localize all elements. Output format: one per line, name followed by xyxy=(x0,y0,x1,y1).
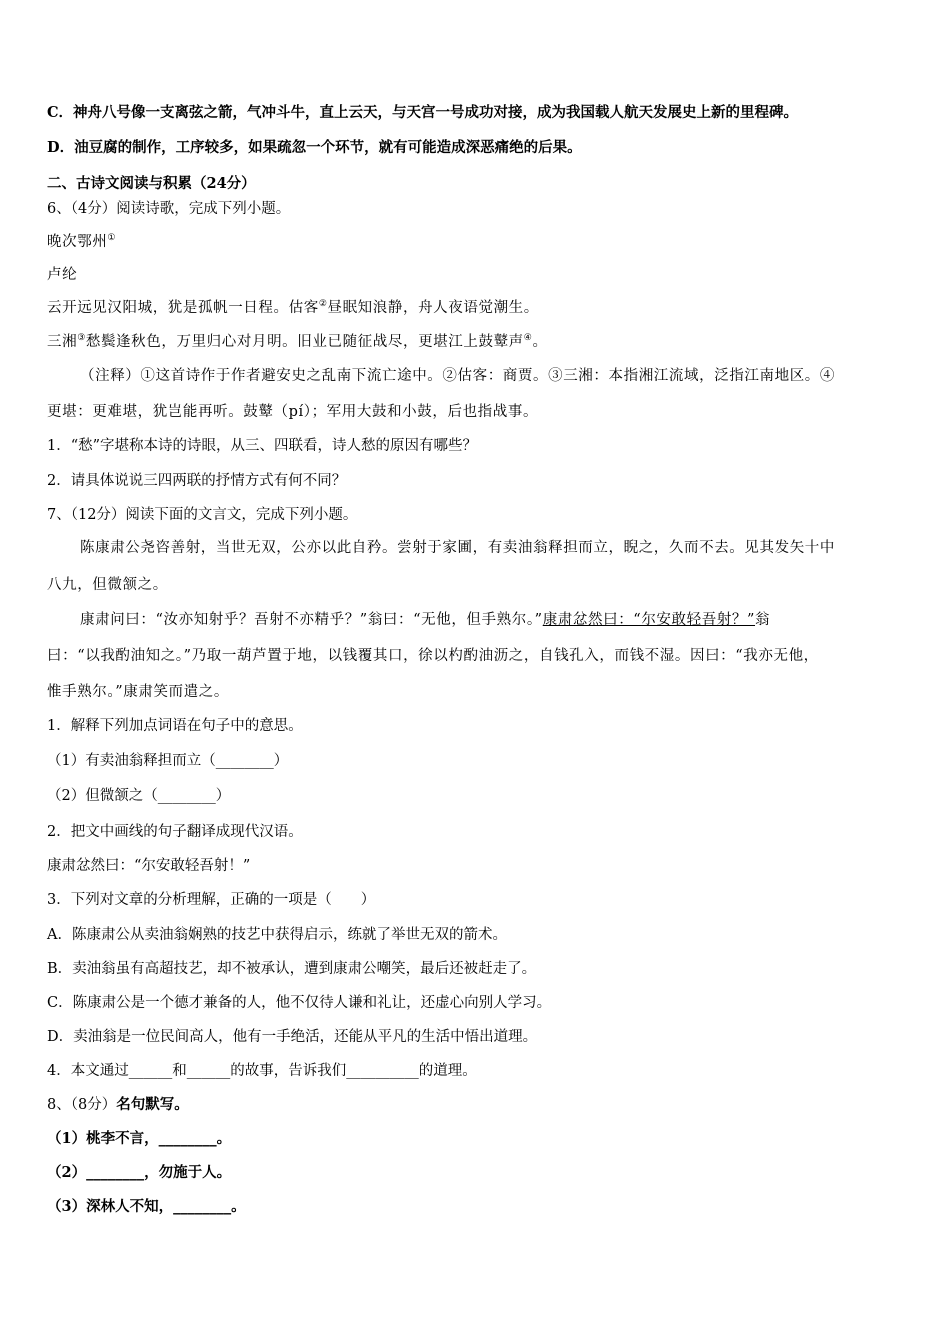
option-c-line: C．神舟八号像一支离弦之箭，气冲斗牛，直上云天，与天宫一号成功对接，成为我国载人航天发展史上新的里程碑。 xyxy=(47,104,799,121)
question-8-2: （2）________，勿施于人。 xyxy=(47,1164,232,1181)
option-c: C．陈康肃公是一个德才兼备的人，他不仅待人谦和礼让，还虚心向别人学习。 xyxy=(47,995,552,1011)
question-7: 7、（12分）阅读下面的文言文，完成下列小题。 xyxy=(47,507,358,523)
poem-notes-2: 更堪：更难堪，犹岂能再听。鼓鼙（pí）；军用大鼓和小鼓，后也指战事。 xyxy=(47,404,539,420)
poem-notes-1: （注释）①这首诗作于作者避安史之乱南下流亡途中。②估客：商贾。③三湘：本指湘江流域，泛指江南地区。④ xyxy=(80,368,835,384)
option-d-line: D．油豆腐的制作，工序较多，如果疏忽一个环节，就有可能造成深恶痛绝的后果。 xyxy=(47,139,582,156)
question-7-4: 4．本文通过______和______的故事，告诉我们__________的道理。 xyxy=(47,1063,477,1079)
question-7-1: 1．解释下列加点词语在句子中的意思。 xyxy=(47,718,303,734)
classical-text-2: 八九，但微颔之。 xyxy=(47,577,168,593)
question-7-2-sentence: 康肃忿然曰：“尔安敢轻吾射！” xyxy=(47,858,251,874)
poem-title: 晚次鄂州① xyxy=(47,233,117,250)
question-8: 8、（8分）名句默写。 xyxy=(47,1096,189,1113)
poem-author: 卢纶 xyxy=(47,267,78,283)
classical-text-5: 惟手熟尔。”康肃笑而遣之。 xyxy=(47,684,229,700)
question-6: 6、（4分）阅读诗歌，完成下列小题。 xyxy=(47,201,291,217)
classical-text-4: 曰：“以我酌油知之。”乃取一葫芦置于地，以钱覆其口，徐以杓酌油沥之，自钱孔入，而钱不湿。因曰：“我亦无他， xyxy=(47,648,819,664)
option-d: D．卖油翁是一位民间高人，他有一手绝活，还能从平凡的生活中悟出道理。 xyxy=(47,1029,538,1045)
classical-text-1: 陈康肃公尧咨善射，当世无双，公亦以此自矜。尝射于家圃，有卖油翁释担而立，睨之，久而不去。见其发矢十中 xyxy=(80,540,835,556)
question-7-2: 2．把文中画线的句子翻译成现代汉语。 xyxy=(47,824,303,840)
section-2-heading: 二、古诗文阅读与积累（24分） xyxy=(47,175,256,192)
poem-line-2: 三湘③愁鬓逢秋色，万里归心对月明。旧业已随征战尽，更堪江上鼓鼙声④。 xyxy=(47,333,548,350)
question-6-2: 2．请具体说说三四两联的抒情方式有何不同？ xyxy=(47,473,347,489)
option-b: B．卖油翁虽有高超技艺，却不被承认，遭到康肃公嘲笑，最后还被赶走了。 xyxy=(47,961,537,977)
question-7-3: 3．下列对文章的分析理解，正确的一项是（ ） xyxy=(47,892,376,908)
underlined-sentence: 康肃忿然曰：“尔安敢轻吾射？” xyxy=(542,612,756,628)
option-a: A．陈康肃公从卖油翁娴熟的技艺中获得启示，练就了举世无双的箭术。 xyxy=(47,927,507,943)
question-6-1: 1．“愁”字堪称本诗的诗眼，从三、四联看，诗人愁的原因有哪些？ xyxy=(47,438,478,454)
question-7-1-a: （1）有卖油翁释担而立（________） xyxy=(47,753,289,769)
question-8-1: （1）桃李不言，________。 xyxy=(47,1130,232,1147)
classical-text-3: 康肃问曰：“汝亦知射乎？吾射不亦精乎？”翁曰：“无他，但手熟尔。”康肃忿然曰：“尔安敢轻吾射？”翁 xyxy=(80,612,771,628)
question-8-3: （3）深林人不知，________。 xyxy=(47,1198,246,1215)
poem-line-1: 云开远见汉阳城，犹是孤帆一日程。估客②昼眠知浪静，舟人夜语觉潮生。 xyxy=(47,299,539,316)
question-7-1-b: （2）但微颔之（________） xyxy=(47,788,231,804)
